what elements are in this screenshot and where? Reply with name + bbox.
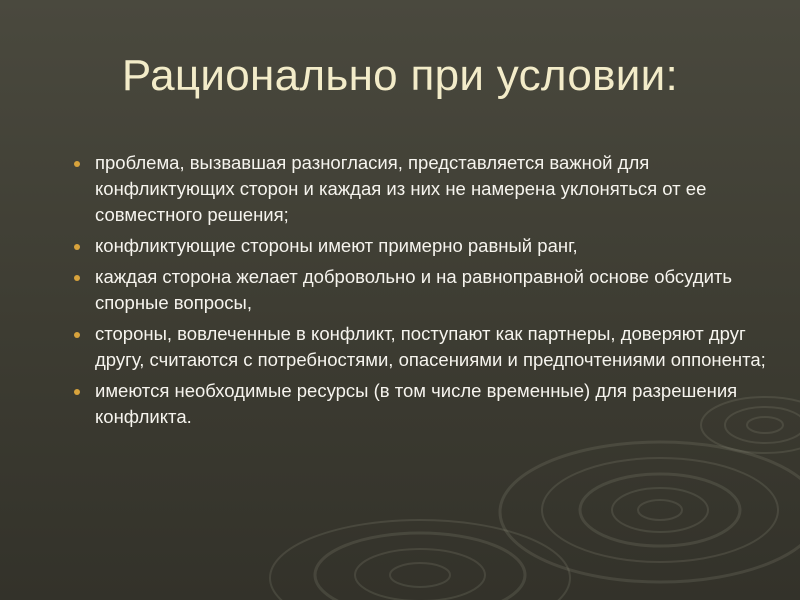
bullet-item <box>74 321 774 373</box>
bullet-dot-icon <box>74 244 80 250</box>
slide-title: Рационально при условии: <box>121 51 679 100</box>
bullet-dot-icon <box>74 389 80 395</box>
bullet-dot-icon <box>74 161 80 167</box>
bullet-text: стороны, вовлеченные в конфликт, поступают как партнеры, доверяют друг другу, считаются с потребностями, опасениями и предпочтениями оппонента; <box>95 323 766 370</box>
bullet-item <box>74 264 774 316</box>
bullet-dot-icon <box>74 275 80 281</box>
bullet-text: каждая сторона желает добровольно и на равноправной основе обсудить спорные вопросы, <box>95 266 733 313</box>
bullet-dot-icon <box>74 332 80 338</box>
bullet-item <box>74 150 774 228</box>
bullet-text: имеются необходимые ресурсы (в том числе временные) для разрешения конфликта. <box>95 380 738 427</box>
bullet-text: конфликтующие стороны имеют примерно равный ранг, <box>95 235 578 256</box>
bullet-item <box>74 378 774 430</box>
bullet-text: проблема, вызвавшая разногласия, представляется важной для конфликтующих сторон и каждая из них не намерена уклоняться от ее совместного решения; <box>95 152 707 225</box>
bullet-item <box>74 233 774 259</box>
bullet-list <box>74 150 774 435</box>
